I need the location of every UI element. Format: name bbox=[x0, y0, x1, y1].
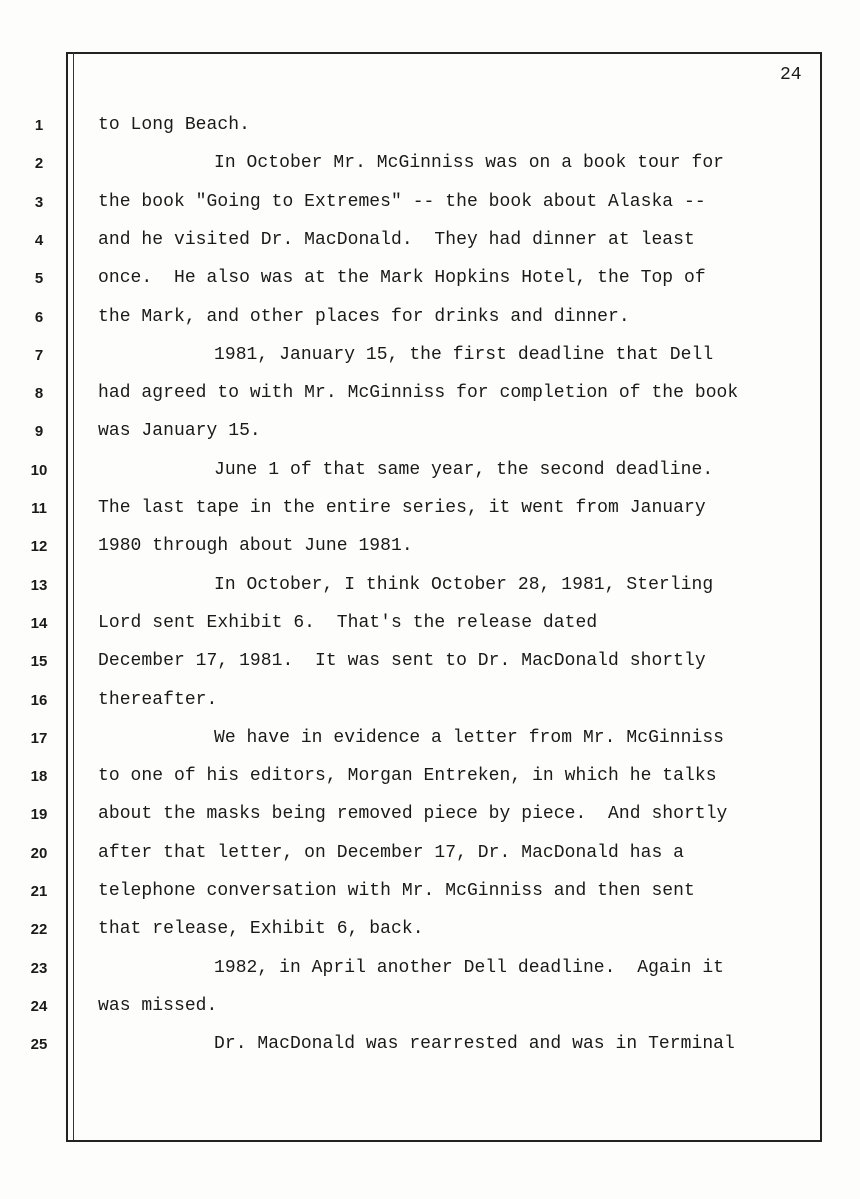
line-text: the book "Going to Extremes" -- the book about Alaska -- bbox=[98, 192, 706, 212]
frame-top-border bbox=[66, 52, 820, 54]
line-number: 1 bbox=[34, 117, 44, 134]
line-number: 7 bbox=[34, 347, 44, 364]
line-text: June 1 of that same year, the second deadline. bbox=[214, 460, 714, 480]
line-text: about the masks being removed piece by piece. And shortly bbox=[98, 804, 728, 824]
line-number: 12 bbox=[30, 538, 48, 555]
line-number: 5 bbox=[34, 270, 44, 287]
line-number: 2 bbox=[34, 155, 44, 172]
line-text: was missed. bbox=[98, 996, 218, 1016]
line-number: 23 bbox=[30, 960, 48, 977]
line-text: In October Mr. McGinniss was on a book tour for bbox=[214, 153, 725, 173]
line-number: 8 bbox=[34, 385, 44, 402]
line-number: 9 bbox=[34, 423, 44, 440]
line-number: 14 bbox=[30, 615, 48, 632]
line-number: 13 bbox=[30, 577, 48, 594]
frame-left-border bbox=[66, 52, 68, 1140]
line-text: had agreed to with Mr. McGinniss for completion of the book bbox=[98, 383, 739, 403]
line-number: 24 bbox=[30, 998, 48, 1015]
line-number: 3 bbox=[34, 194, 44, 211]
line-number: 21 bbox=[30, 883, 48, 900]
line-text: thereafter. bbox=[98, 690, 218, 710]
line-text: and he visited Dr. MacDonald. They had dinner at least bbox=[98, 230, 695, 250]
frame-right-border bbox=[820, 52, 822, 1140]
line-text: to Long Beach. bbox=[98, 115, 250, 135]
line-text: We have in evidence a letter from Mr. McGinniss bbox=[214, 728, 725, 748]
line-number: 11 bbox=[31, 500, 47, 517]
line-text: that release, Exhibit 6, back. bbox=[98, 919, 424, 939]
page-number: 24 bbox=[780, 65, 802, 85]
line-number: 22 bbox=[30, 921, 48, 938]
line-number: 18 bbox=[30, 768, 48, 785]
line-number: 15 bbox=[30, 653, 48, 670]
line-text: 1980 through about June 1981. bbox=[98, 536, 413, 556]
line-text: after that letter, on December 17, Dr. MacDonald has a bbox=[98, 843, 684, 863]
line-text: to one of his editors, Morgan Entreken, in which he talks bbox=[98, 766, 717, 786]
line-text: telephone conversation with Mr. McGinniss and then sent bbox=[98, 881, 695, 901]
line-text: 1981, January 15, the first deadline that Dell bbox=[214, 345, 714, 365]
line-text: Dr. MacDonald was rearrested and was in Terminal bbox=[214, 1034, 735, 1054]
line-text: December 17, 1981. It was sent to Dr. MacDonald shortly bbox=[98, 651, 706, 671]
frame-bottom-border bbox=[66, 1140, 822, 1142]
line-text: In October, I think October 28, 1981, Sterling bbox=[214, 575, 714, 595]
line-number: 10 bbox=[30, 462, 48, 479]
line-number: 25 bbox=[30, 1036, 48, 1053]
line-text: once. He also was at the Mark Hopkins Hotel, the Top of bbox=[98, 268, 706, 288]
line-number: 19 bbox=[30, 806, 48, 823]
line-text: was January 15. bbox=[98, 421, 261, 441]
line-text: Lord sent Exhibit 6. That's the release dated bbox=[98, 613, 598, 633]
line-text: the Mark, and other places for drinks and dinner. bbox=[98, 307, 630, 327]
frame-left-inner-border bbox=[73, 52, 74, 1140]
line-number: 4 bbox=[34, 232, 44, 249]
line-text: 1982, in April another Dell deadline. Again it bbox=[214, 958, 725, 978]
line-number: 20 bbox=[30, 845, 48, 862]
line-number: 17 bbox=[30, 730, 48, 747]
line-number: 16 bbox=[30, 692, 48, 709]
line-text: The last tape in the entire series, it went from January bbox=[98, 498, 706, 518]
line-number: 6 bbox=[34, 309, 44, 326]
